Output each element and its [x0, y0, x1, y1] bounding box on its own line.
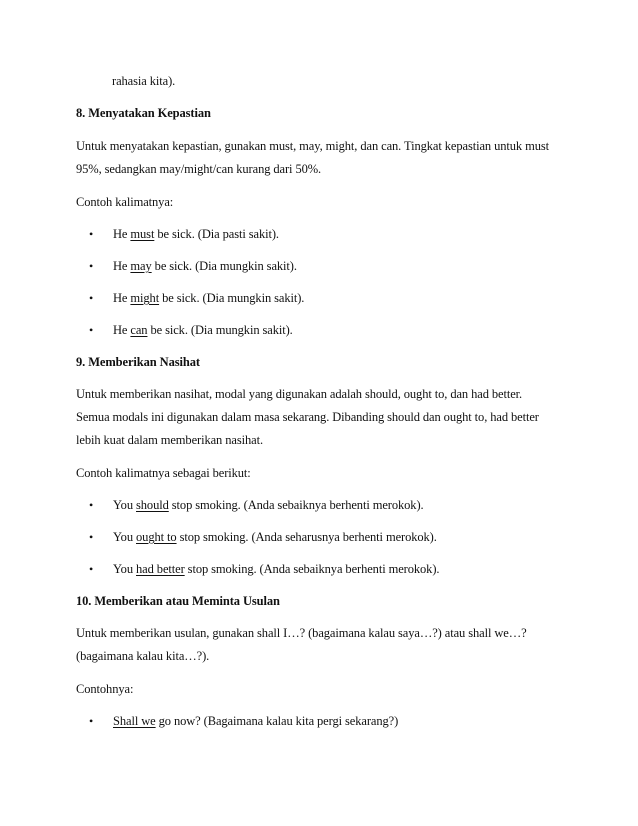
section-9-heading: 9. Memberikan Nasihat — [76, 355, 200, 369]
continuation-text: rahasia kita). — [112, 74, 176, 88]
list-item — [113, 529, 437, 545]
bullet-icon: • — [89, 259, 94, 273]
example-modal: should — [136, 498, 169, 512]
example-modal: might — [130, 291, 160, 305]
section-10-heading: 10. Memberikan atau Meminta Usulan — [76, 594, 280, 608]
example-modal: must — [130, 227, 155, 241]
example-prefix: You — [113, 498, 137, 512]
example-prefix: He — [113, 291, 131, 305]
example-suffix: be sick. (Dia mungkin sakit). — [147, 323, 293, 337]
example-prefix: You — [113, 530, 137, 544]
example-prefix: He — [113, 259, 131, 273]
list-item — [113, 713, 398, 729]
example-modal: had better — [136, 562, 185, 576]
example-suffix: be sick. (Dia mungkin sakit). — [151, 259, 297, 273]
section-8-example-intro: Contoh kalimatnya: — [76, 195, 174, 209]
example-prefix: You — [113, 562, 137, 576]
example-suffix: stop smoking. (Anda seharusnya berhenti merokok). — [176, 530, 437, 544]
section-8-paragraph-line-2: 95%, sedangkan may/might/can kurang dari 50%. — [76, 162, 322, 176]
section-8-paragraph-line-1: Untuk menyatakan kepastian, gunakan must, may, might, dan can. Tingkat kepastian untuk must — [76, 139, 549, 153]
example-modal: may — [130, 259, 152, 273]
bullet-icon: • — [89, 291, 94, 305]
example-suffix: be sick. (Dia mungkin sakit). — [159, 291, 305, 305]
list-item — [113, 322, 293, 338]
example-suffix: stop smoking. (Anda sebaiknya berhenti merokok). — [184, 562, 440, 576]
example-suffix: be sick. (Dia pasti sakit). — [154, 227, 279, 241]
bullet-icon: • — [89, 227, 94, 241]
section-10-paragraph-line-2: (bagaimana kalau kita…?). — [76, 649, 210, 663]
list-item — [113, 561, 439, 577]
section-9-paragraph-line-3: lebih kuat dalam memberikan nasihat. — [76, 433, 263, 447]
example-prefix: He — [113, 323, 131, 337]
section-8-heading: 8. Menyatakan Kepastian — [76, 106, 211, 120]
section-9-example-intro: Contoh kalimatnya sebagai berikut: — [76, 466, 251, 480]
bullet-icon: • — [89, 323, 94, 337]
example-suffix: stop smoking. (Anda sebaiknya berhenti merokok). — [168, 498, 424, 512]
bullet-icon: • — [89, 530, 94, 544]
section-10-paragraph-line-1: Untuk memberikan usulan, gunakan shall I…? (bagaimana kalau saya…?) atau shall we…? — [76, 626, 527, 640]
example-modal: ought to — [136, 530, 177, 544]
section-9-paragraph-line-2: Semua modals ini digunakan dalam masa sekarang. Dibanding should dan ought to, had better — [76, 410, 539, 424]
section-10-example-intro: Contohnya: — [76, 682, 134, 696]
list-item — [113, 258, 297, 274]
example-suffix: go now? (Bagaimana kalau kita pergi sekarang?) — [155, 714, 399, 728]
example-prefix: He — [113, 227, 131, 241]
list-item — [113, 497, 424, 513]
list-item — [113, 290, 304, 306]
bullet-icon: • — [89, 714, 94, 728]
section-9-paragraph-line-1: Untuk memberikan nasihat, modal yang digunakan adalah should, ought to, dan had better. — [76, 387, 523, 401]
bullet-icon: • — [89, 498, 94, 512]
bullet-icon: • — [89, 562, 94, 576]
example-modal: can — [130, 323, 148, 337]
list-item — [113, 226, 279, 242]
example-modal: Shall we — [113, 714, 156, 728]
